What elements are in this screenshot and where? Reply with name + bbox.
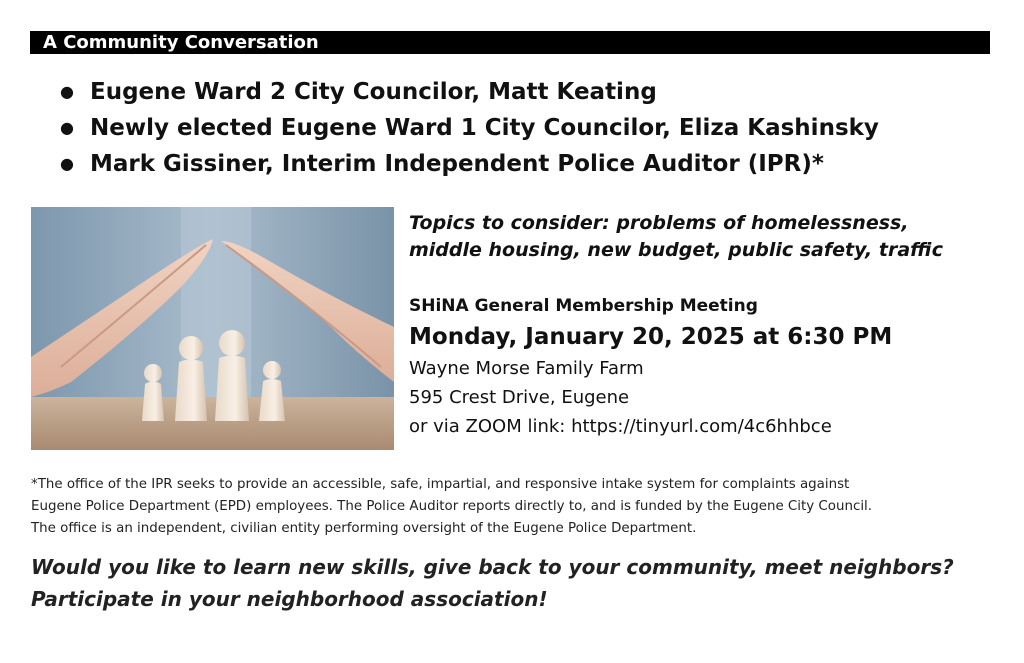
speaker-text: Eugene Ward 2 City Councilor, Matt Keating — [90, 79, 657, 105]
bullet-icon: ● — [60, 118, 74, 137]
bullet-icon: ● — [60, 154, 74, 173]
speaker-item — [60, 74, 879, 110]
meeting-details — [409, 294, 1009, 441]
speaker-item — [60, 110, 879, 146]
meeting-address: 595 Crest Drive, Eugene — [409, 387, 630, 408]
bullet-icon: ● — [60, 82, 74, 101]
call-to-action — [31, 551, 1011, 615]
meeting-venue: Wayne Morse Family Farm — [409, 358, 644, 379]
zoom-link[interactable]: or via ZOOM link: https://tinyurl.com/4c6hhbce — [409, 416, 832, 437]
topics-line: middle housing, new budget, public safety, traffic — [409, 239, 944, 261]
meeting-date-time: Monday, January 20, 2025 at 6:30 PM — [409, 324, 893, 350]
speaker-text: Newly elected Eugene Ward 1 City Councilor, Eliza Kashinsky — [90, 115, 879, 141]
footnote-line: The office is an independent, civilian entity performing oversight of the Eugene Police Department. — [31, 521, 697, 536]
footnote-line: Eugene Police Department (EPD) employees. The Police Auditor reports directly to, and is funded by the Eugene City Council. — [31, 499, 873, 514]
ipr-footnote — [31, 474, 1001, 540]
banner-title: A Community Conversation — [43, 32, 319, 53]
topics-line: Topics to consider: problems of homelessness, — [409, 212, 909, 234]
topics-text — [409, 210, 1009, 264]
cta-line: Participate in your neighborhood association! — [31, 587, 548, 611]
speaker-item — [60, 146, 879, 182]
header-banner — [30, 31, 990, 54]
speaker-text: Mark Gissiner, Interim Independent Police Auditor (IPR)* — [90, 151, 824, 177]
hands-family-figures-photo — [31, 207, 394, 450]
footnote-line: *The office of the IPR seeks to provide an accessible, safe, impartial, and responsive intake system for complaints against — [31, 477, 850, 492]
speaker-list — [60, 74, 879, 182]
meeting-organization: SHiNA General Membership Meeting — [409, 296, 758, 316]
cta-line: Would you like to learn new skills, give back to your community, meet neighbors? — [31, 555, 954, 579]
